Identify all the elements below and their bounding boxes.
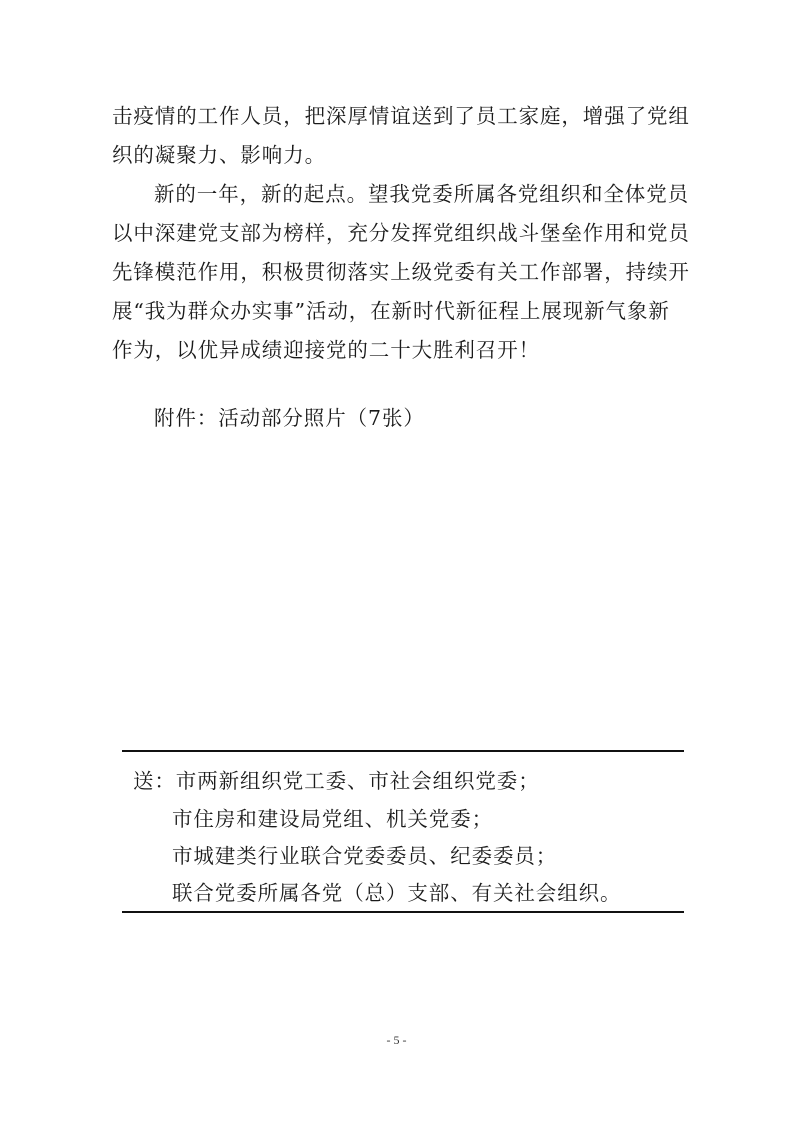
paragraph-line: 击疫情的工作人员，把深厚情谊送到了员工家庭，增强了党组	[112, 104, 690, 128]
paragraph-line: 作为，以优异成绩迎接党的二十大胜利召开！	[112, 338, 540, 362]
distribution-line: 市城建类行业联合党委委员、纪委委员；	[172, 844, 558, 868]
divider-top	[122, 750, 684, 752]
page-number: - 5 -	[386, 1033, 407, 1047]
paragraph-line: 先锋模范作用，积极贯彻落实上级党委有关工作部署，持续开	[112, 260, 690, 284]
distribution-line: 市住房和建设局党组、机关党委；	[172, 807, 493, 831]
paragraph-line: 新的一年，新的起点。望我党委所属各党组织和全体党员	[154, 182, 689, 206]
attachment-note: 附件：活动部分照片（7张）	[154, 406, 425, 430]
divider-bottom	[122, 911, 684, 913]
paragraph-line: 织的凝聚力、影响力。	[112, 143, 326, 167]
distribution-line: 联合党委所属各党（总）支部、有关社会组织。	[172, 881, 622, 905]
paragraph-line: 展“我为群众办实事”活动，在新时代新征程上展现新气象新	[112, 299, 670, 323]
body-text	[112, 103, 692, 376]
distribution-line: 送：市两新组织党工委、市社会组织党委；	[133, 769, 540, 793]
distribution-list	[122, 750, 684, 905]
paragraph-line: 以中深建党支部为榜样，充分发挥党组织战斗堡垒作用和党员	[112, 221, 690, 245]
